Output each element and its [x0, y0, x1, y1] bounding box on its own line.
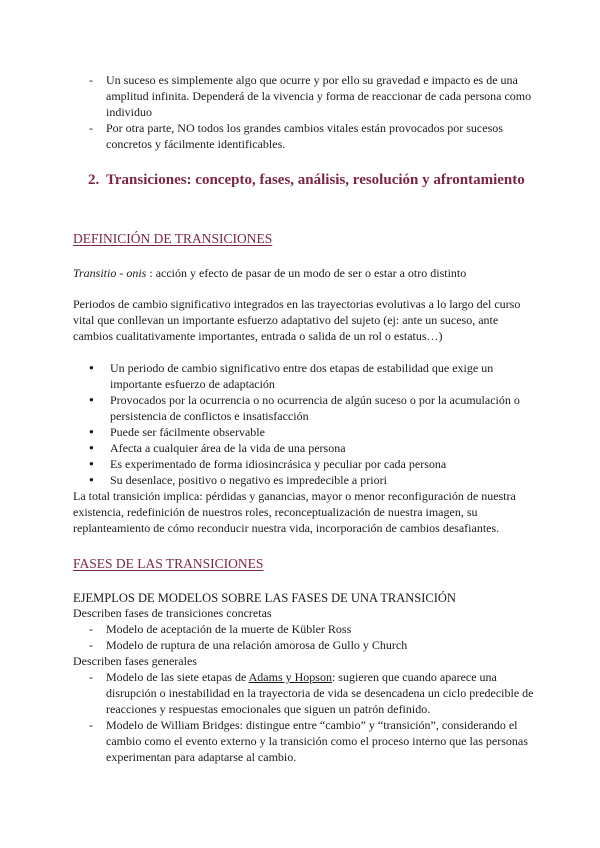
list-item: ● Puede ser fácilmente observable — [73, 424, 535, 440]
fases-heading — [73, 555, 535, 573]
list-item: - Modelo de ruptura de una relación amorosa de Gullo y Church — [73, 637, 535, 653]
list-item: ● Su desenlace, positivo o negativo es impredecible a priori — [73, 472, 535, 488]
intro-list — [73, 72, 535, 152]
section-heading — [73, 170, 546, 191]
list-item: - Modelo de aceptación de la muerte de Kübler Ross — [73, 621, 535, 637]
generales-list — [73, 669, 535, 765]
generales-label: Describen fases generales — [73, 654, 197, 668]
adams-rest: : sugieren que cuando aparece una disrupción o inestabilidad en la trayectoria de vida se desencadena un ciclo predecible de reacciones y respuestas emocionales que siguen un patrón definido. — [106, 670, 534, 716]
section-title: Transiciones: concepto, fases, análisis, resolución y afrontamiento — [106, 172, 525, 188]
adams-prefix: Modelo de las siete etapas de — [106, 670, 249, 684]
list-item: ● Un periodo de cambio significativo entre dos etapas de estabilidad que exige un importante esfuerzo de adaptación — [73, 360, 535, 392]
list-item — [73, 669, 535, 717]
concretas-list — [73, 621, 535, 653]
definition-bullets — [73, 360, 535, 488]
definicion-heading — [73, 230, 535, 248]
fases-heading-text: FASES DE LAS TRANSICIONES — [73, 556, 264, 571]
adams-hopson-link[interactable]: Adams y Hopson — [248, 670, 332, 684]
list-item: ● Afecta a cualquier área de la vida de una persona — [73, 440, 535, 456]
list-item: - Modelo de William Bridges: distingue entre “cambio” y “transición”, considerando el cambio como el evento externo y la transición como el proceso interno que las personas experimentan para adaptarse al cambio. — [73, 717, 535, 765]
models-heading: EJEMPLOS DE MODELOS SOBRE LAS FASES DE UNA TRANSICIÓN — [73, 591, 456, 605]
etymology-line — [73, 265, 535, 281]
definicion-heading-text: DEFINICIÓN DE TRANSICIONES — [73, 231, 273, 246]
definition-paragraph: Periodos de cambio significativo integrados en las trayectorias evolutivas a lo largo del curso vital que conllevan un importante esfuerzo adaptativo del sujeto (ej: ante un suceso, ante cambios cualitativamente importantes, entrada o salida de un rol o estatus…) — [73, 297, 521, 343]
list-item: - Un suceso es simplemente algo que ocurre y por ello su gravedad e impacto es de una amplitud infinita. Dependerá de la vivencia y forma de reaccionar de cada persona como individuo — [73, 72, 535, 120]
list-item: - Por otra parte, NO todos los grandes cambios vitales están provocados por sucesos concretos y fácilmente identificables. — [73, 120, 535, 152]
list-item: ● Es experimentado de forma idiosincrásica y peculiar por cada persona — [73, 456, 535, 472]
list-item: ● Provocados por la ocurrencia o no ocurrencia de algún suceso o por la acumulación o persistencia de conflictos e insatisfacción — [73, 392, 535, 424]
etymology-term: Transitio - onis — [73, 266, 147, 280]
section-number: 2. — [88, 172, 100, 188]
closing-paragraph: La total transición implica: pérdidas y ganancias, mayor o menor reconfiguración de nuestra existencia, redefinición de nuestros roles, reconceptualización de nuestra imagen, su replanteamiento de cómo reconducir nuestra vida, incorporación de cambios desafiantes. — [73, 489, 516, 535]
etymology-text: : acción y efecto de pasar de un modo de ser o estar a otro distinto — [149, 266, 467, 280]
concretas-label: Describen fases de transiciones concretas — [73, 606, 272, 620]
